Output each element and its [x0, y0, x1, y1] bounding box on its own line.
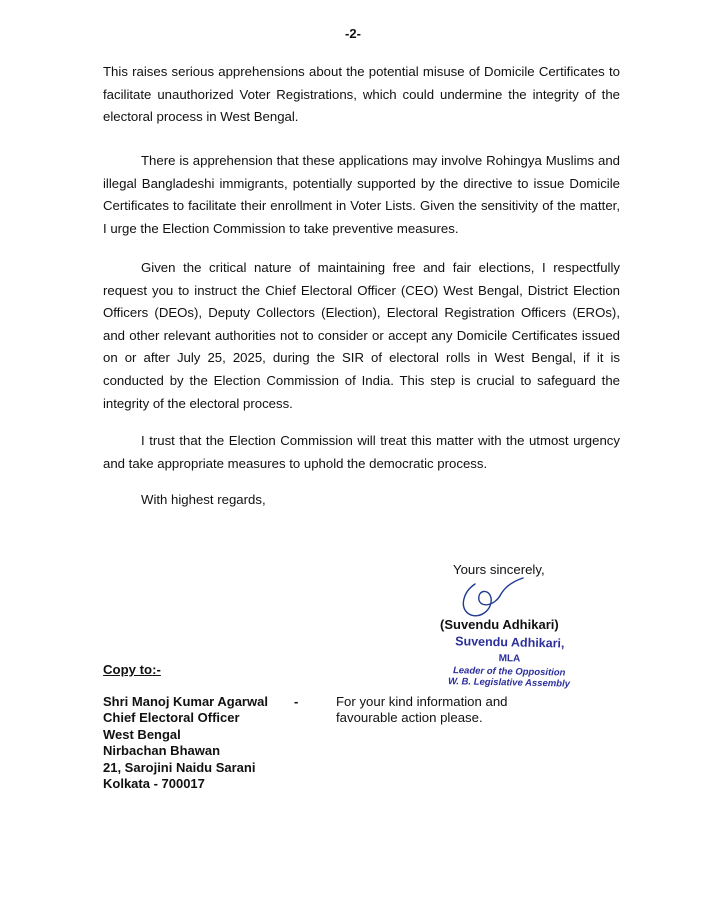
recipient-address [103, 694, 268, 792]
copy-separator: - [294, 694, 299, 709]
recipient-line: Kolkata - 700017 [103, 776, 205, 792]
copy-purpose [336, 694, 536, 727]
handwritten-signature [455, 574, 525, 622]
paragraph-misuse-concern: This raises serious apprehensions about the potential misuse of Domicile Certificates to facilitate unauthorized Voter Registrations, which could undermine the integrity of the electoral process in West Bengal. [103, 64, 620, 125]
stamp-organization: W. B. Legislative Assembly [447, 676, 571, 690]
recipient-line: 21, Sarojini Naidu Sarani [103, 759, 256, 775]
stamp-title: Leader of the Opposition [452, 665, 566, 679]
purpose-line: For your kind information and [336, 694, 508, 709]
recipient-line: Shri Manoj Kumar Agarwal [103, 694, 268, 709]
paragraph-apprehension: There is apprehension that these applications may involve Rohingya Muslims and illegal Bangladeshi immigrants, potentially supported by the directive to issue Domicile Certificates to facilitate their enrollment in Voter Lists. Given the sensitivity of the matter, I urge the Election Commission to take preventive measures. [103, 153, 620, 236]
copy-to-suffix: :- [152, 662, 161, 677]
copy-to-heading [103, 662, 161, 677]
paragraph-request: Given the critical nature of maintaining free and fair elections, I respectfully request you to instruct the Chief Electoral Officer (CEO) West Bengal, District Election Officers (DEOs), Deputy Collectors (Election), Electoral Registration Officers (EROs), and other relevant authorities not to consider or accept any Domicile Certificates issued on or after July 25, 2025, during the SIR of electoral rolls in West Bengal, if it is conducted by the Election Commission of India. This step is crucial to safeguard the integrity of the electoral process. [103, 260, 620, 411]
page-number: -2- [345, 26, 361, 41]
copy-to-label: Copy to [103, 662, 153, 677]
stamp-suffix: MLA [498, 653, 521, 665]
stamp-name: Suvendu Adhikari, [455, 634, 565, 651]
recipient-line: West Bengal [103, 726, 181, 742]
recipient-line: Nirbachan Bhawan [103, 743, 221, 759]
paragraph-trust: I trust that the Election Commission will treat this matter with the utmost urgency and take appropriate measures to uphold the democratic process. [103, 433, 620, 471]
purpose-line: favourable action please. [336, 710, 483, 726]
official-stamp [444, 634, 575, 690]
closing-line: Yours sincerely, [453, 562, 545, 577]
regards-line: With highest regards, [141, 492, 266, 507]
signatory-name: (Suvendu Adhikari) [440, 617, 559, 632]
recipient-line: Chief Electoral Officer [103, 710, 240, 726]
